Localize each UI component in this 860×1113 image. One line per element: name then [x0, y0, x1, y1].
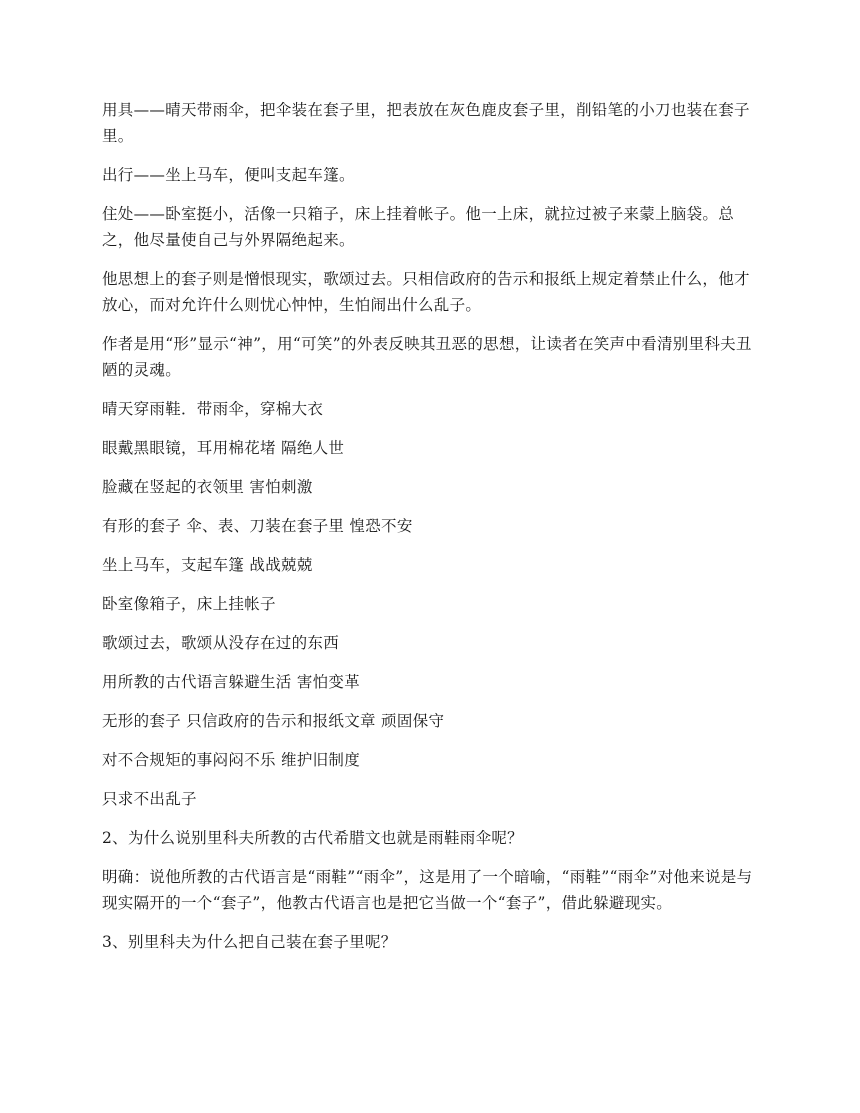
list-item-invisible-case: 无形的套子 只信政府的告示和报纸文章 顽固保守 [102, 712, 445, 730]
list-item-praise-past: 歌颂过去，歌颂从没存在过的东西 [102, 634, 340, 652]
list-item-glasses: 眼戴黑眼镜，耳用棉花堵 隔绝人世 [102, 439, 345, 457]
paragraph-tools: 用具——晴天带雨伞，把伞装在套子里，把表放在灰色鹿皮套子里，削铅笔的小刀也装在套子里。 [102, 101, 750, 145]
list-item-rules: 对不合规矩的事闷闷不乐 维护旧制度 [102, 751, 361, 769]
paragraph-author-method: 作者是用“形”显示“神”，用“可笑”的外表反映其丑恶的思想，让读者在笑声中看清别里科夫丑陋的灵魂。 [102, 335, 752, 379]
list-item-carriage: 坐上马车，支起车篷 战战兢兢 [102, 556, 313, 574]
document-body [102, 97, 764, 968]
answer-2: 明确：说他所教的古代语言是“雨鞋”“雨伞”，这是用了一个暗喻，“雨鞋”“雨伞”对他来说是与现实隔开的一个“套子”，他教古代语言也是把它当做一个“套子”，借此躲避现实。 [102, 868, 753, 912]
list-item-no-trouble: 只求不出乱子 [102, 790, 197, 808]
list-item-rain-shoes: 晴天穿雨鞋．带雨伞，穿棉大衣 [102, 400, 324, 418]
paragraph-residence: 住处——卧室挺小，活像一只箱子，床上挂着帐子。他一上床，就拉过被子来蒙上脑袋。总之，他尽量使自己与外界隔绝起来。 [102, 205, 735, 249]
question-3: 3、别里科夫为什么把自己装在套子里呢？ [102, 933, 397, 951]
list-item-bedroom: 卧室像箱子，床上挂帐子 [102, 595, 276, 613]
paragraph-thought: 他思想上的套子则是憎恨现实，歌颂过去。只相信政府的告示和报纸上规定着禁止什么，他才放心，而对允许什么则忧心忡忡，生怕闹出什么乱子。 [102, 270, 750, 314]
list-item-collar: 脸藏在竖起的衣领里 害怕刺激 [102, 478, 313, 496]
list-item-visible-case: 有形的套子 伞、表、刀装在套子里 惶恐不安 [102, 517, 413, 535]
question-2: 2、为什么说别里科夫所教的古代希腊文也就是雨鞋雨伞呢？ [102, 829, 523, 847]
list-item-ancient-language: 用所教的古代语言躲避生活 害怕变革 [102, 673, 361, 691]
paragraph-travel: 出行——坐上马车，便叫支起车篷。 [102, 166, 355, 184]
